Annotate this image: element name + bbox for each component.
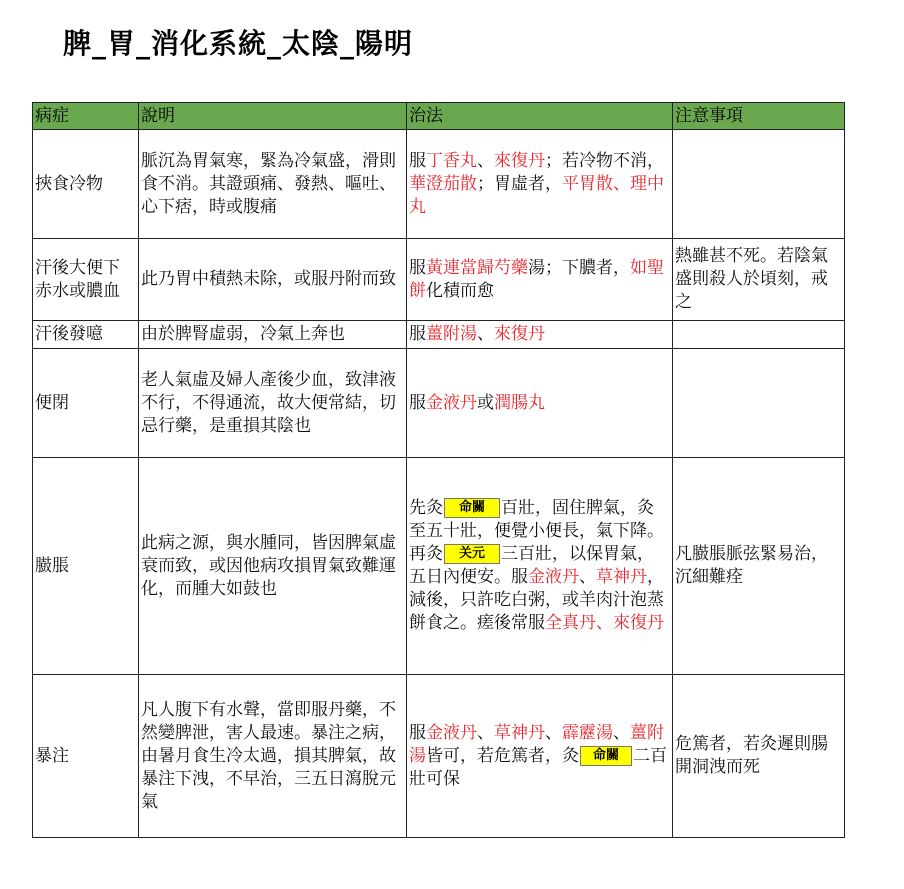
remedy-name: 草神丹	[494, 722, 545, 743]
remedy-name: 黃連當歸芍藥	[426, 257, 528, 278]
table-row	[33, 675, 845, 838]
table-row	[33, 239, 845, 321]
treatment-text: 服	[409, 257, 426, 278]
treatment-text: 、	[579, 567, 596, 587]
treatment-text: ；胃虛者，	[477, 173, 562, 194]
notes-cell: 危篤者，若灸遲則腸開洞洩而死	[673, 675, 845, 838]
treatment-text: 湯；下膿者，	[528, 257, 630, 278]
table-row	[33, 349, 845, 458]
treatment-text: 、	[545, 722, 562, 743]
treatment-cell	[407, 675, 673, 838]
treatment-text: 皆可，若危篤者，灸	[426, 745, 579, 766]
header-symptom: 病症	[33, 103, 139, 130]
symptom-cell: 便閉	[33, 349, 139, 458]
remedy-name: 理中丸	[409, 173, 664, 217]
description-cell: 老人氣虛及婦人產後少血，致津液不行，不得通流，故大便常結，切忌行藥，是重損其陰也	[139, 349, 407, 458]
description-cell: 此乃胃中積熱未除，或服丹附而致	[139, 239, 407, 321]
treatment-text: 服	[409, 392, 426, 413]
treatment-text: 、	[613, 722, 630, 743]
treatment-text: 服	[409, 324, 426, 344]
remedy-name: 如聖餅	[409, 257, 664, 301]
header-description: 說明	[139, 103, 407, 130]
treatment-cell	[407, 321, 673, 349]
treatment-text: 二百壯可保	[409, 745, 667, 789]
treatment-text: 先灸	[409, 498, 443, 518]
description-cell: 凡人腹下有水聲，當即服丹藥，不然變脾泄，害人最速。暴注之病，由暑月食生冷太過，損其脾氣，故暴注下洩，不早治，三五日瀉脫元氣	[139, 675, 407, 838]
treatment-text: ，減後，只許吃白粥，或羊肉汁泡蒸餅食之。瘥後常服	[409, 567, 664, 633]
notes-cell: 熱雖甚不死。若陰氣盛則殺人於頃刻，戒之	[673, 239, 845, 321]
remedy-name: 全真丹	[545, 613, 596, 633]
treatment-cell	[407, 349, 673, 458]
treatment-cell	[407, 458, 673, 675]
remedy-name: 薑附湯	[409, 722, 664, 766]
remedy-name: 霹靂湯	[562, 722, 613, 743]
header-row	[33, 103, 845, 130]
remedy-name: 來復丹	[494, 324, 545, 344]
remedy-name: 薑附湯	[426, 324, 477, 344]
notes-cell	[673, 349, 845, 458]
table-row	[33, 458, 845, 675]
symptom-cell: 臌脹	[33, 458, 139, 675]
page-title: 脾_胃_消化系統_太陰_陽明	[63, 27, 414, 60]
symptom-cell: 暴注	[33, 675, 139, 838]
symptom-cell: 汗後大便下赤水或膿血	[33, 239, 139, 321]
header-notes: 注意事項	[673, 103, 845, 130]
remedy-name: 金液丹	[528, 567, 579, 587]
treatment-text: 服	[409, 722, 426, 743]
notes-cell	[673, 130, 845, 239]
treatment-cell	[407, 130, 673, 239]
treatment-text: 化積而愈	[426, 280, 494, 301]
remedy-name: 金液丹	[426, 392, 477, 413]
remedy-name: 華澄茄散	[409, 173, 477, 194]
acupoint-label: 命關	[444, 498, 500, 518]
treatment-text: 服	[409, 150, 426, 171]
treatment-cell	[407, 239, 673, 321]
treatment-text: 或	[477, 392, 494, 413]
treatment-text: 、	[477, 722, 494, 743]
treatment-text: ；若冷物不消，	[545, 150, 664, 171]
description-cell: 由於脾腎虛弱，冷氣上奔也	[139, 321, 407, 349]
notes-cell: 凡臌脹脈弦緊易治，沉細難痊	[673, 458, 845, 675]
remedy-name: 平胃散	[562, 173, 613, 194]
table-row	[33, 321, 845, 349]
treatment-text: 、	[596, 613, 613, 633]
remedy-name: 草神丹	[596, 567, 647, 587]
acupoint-label: 命關	[580, 746, 632, 766]
symptom-cell: 挾食冷物	[33, 130, 139, 239]
remedy-name: 來復丹	[613, 613, 664, 633]
symptom-cell: 汗後發噫	[33, 321, 139, 349]
remedy-name: 金液丹	[426, 722, 477, 743]
notes-cell	[673, 321, 845, 349]
table-row	[33, 130, 845, 239]
treatment-text: 、	[477, 150, 494, 171]
treatment-text: 、	[477, 324, 494, 344]
description-cell: 脈沉為胃氣寒，緊為冷氣盛，滑則食不消。其證頭痛、發熱、嘔吐、心下痞，時或腹痛	[139, 130, 407, 239]
treatment-table	[32, 102, 845, 838]
treatment-text: 百壯，固住脾氣，灸至五十壯，便覺小便長，氣下降。再灸	[409, 498, 664, 564]
remedy-name: 來復丹	[494, 150, 545, 171]
treatment-text: 三百壯，以保胃氣，五日內便安。服	[409, 544, 654, 587]
remedy-name: 丁香丸	[426, 150, 477, 171]
header-treatment: 治法	[407, 103, 673, 130]
acupoint-label: 关元	[444, 544, 500, 564]
description-cell: 此病之源，與水腫同，皆因脾氣虛衰而致，或因他病攻損胃氣致難運化，而腫大如鼓也	[139, 458, 407, 675]
treatment-text: 、	[613, 173, 630, 194]
remedy-name: 潤腸丸	[494, 392, 545, 413]
